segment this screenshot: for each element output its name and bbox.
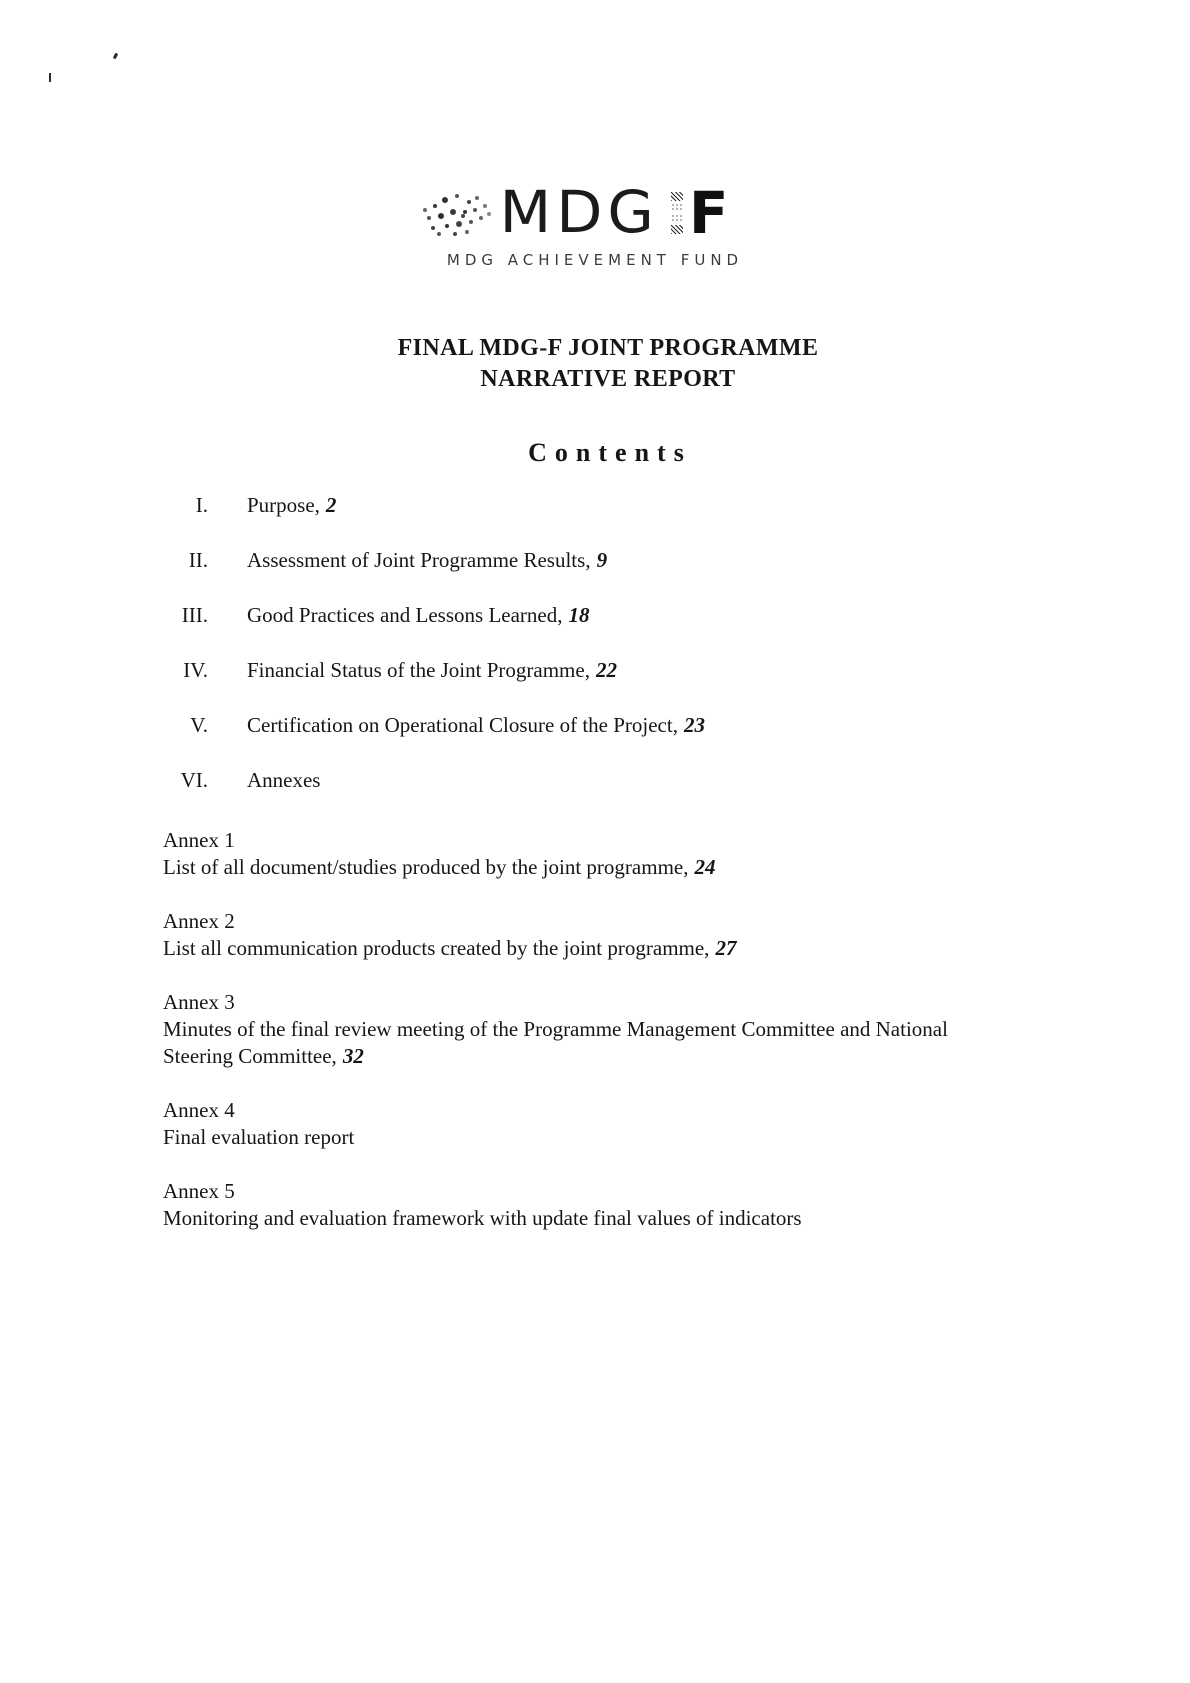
annex-list [163, 827, 953, 1259]
annex-description [163, 935, 953, 962]
logo-caption: MDG ACHIEVEMENT FUND [446, 251, 744, 269]
report-title-line2: NARRATIVE REPORT [480, 366, 736, 392]
annex-page-number: 24 [694, 855, 716, 879]
toc-entry [247, 494, 336, 516]
toc-entry-text: Certification on Operational Closure of the Project, [247, 713, 678, 737]
annex-page-number: 27 [715, 936, 737, 960]
toc-entry [247, 604, 589, 626]
toc-item-good-practices [163, 604, 1070, 626]
annex-block-2 [163, 908, 953, 962]
toc-numeral: I. [195, 493, 208, 517]
toc-page-number: 9 [596, 548, 608, 572]
mdg-logo-row [461, 179, 729, 247]
logo-f-text: F [688, 179, 729, 247]
report-title-line1: FINAL MDG-F JOINT PROGRAMME [397, 335, 819, 361]
toc-entry-text: Good Practices and Lessons Learned, [247, 603, 563, 627]
annex-label: Annex 2 [163, 909, 235, 933]
annex-page-number: 32 [342, 1044, 364, 1068]
toc-entry [247, 714, 705, 736]
mdg-logo [0, 179, 1190, 269]
annex-block-4 [163, 1097, 953, 1151]
logo-hatch-icon [671, 192, 683, 234]
toc-numeral: IV. [183, 658, 208, 682]
toc-entry [247, 659, 617, 681]
toc-numeral: III. [181, 603, 208, 627]
annex-label: Annex 4 [163, 1098, 235, 1122]
toc-entry-text: Assessment of Joint Programme Results, [247, 548, 591, 572]
logo-splatter-icon [461, 214, 465, 218]
table-of-contents [163, 494, 1070, 824]
annex-description [163, 1016, 953, 1070]
report-title [0, 333, 1190, 395]
annex-description-text: Minutes of the final review meeting of the Programme Management Committee and National Steering Committee, [163, 1017, 948, 1068]
toc-item-purpose [163, 494, 1070, 516]
toc-item-assessment [163, 549, 1070, 571]
scan-artifact-mark [113, 53, 118, 60]
toc-page-number: 2 [325, 493, 337, 517]
annex-block-1 [163, 827, 953, 881]
toc-item-certification [163, 714, 1070, 736]
annex-description [163, 1124, 953, 1151]
toc-item-financial-status [163, 659, 1070, 681]
annex-description-text: List of all document/studies produced by the joint programme, [163, 855, 689, 879]
annex-block-5 [163, 1178, 953, 1232]
toc-page-number: 18 [568, 603, 590, 627]
toc-entry [247, 769, 326, 791]
annex-description-text: List all communication products created by the joint programme, [163, 936, 710, 960]
annex-description-text: Final evaluation report [163, 1125, 355, 1149]
logo-mdg-text: MDG [499, 179, 659, 247]
toc-entry-text: Financial Status of the Joint Programme, [247, 658, 590, 682]
toc-entry-text: Annexes [247, 768, 321, 792]
annex-block-3 [163, 989, 953, 1070]
toc-entry [247, 549, 607, 571]
contents-heading: Contents [528, 438, 692, 467]
toc-numeral: V. [190, 713, 208, 737]
annex-label: Annex 5 [163, 1179, 235, 1203]
scan-artifact-mark [49, 73, 51, 82]
annex-label: Annex 3 [163, 990, 235, 1014]
toc-entry-text: Purpose, [247, 493, 320, 517]
toc-page-number: 22 [595, 658, 617, 682]
annex-description [163, 854, 953, 881]
annex-description [163, 1205, 953, 1232]
toc-numeral: VI. [180, 768, 208, 792]
annex-description-text: Monitoring and evaluation framework with update final values of indicators [163, 1206, 802, 1230]
toc-item-annexes [163, 769, 1070, 791]
annex-label: Annex 1 [163, 828, 235, 852]
toc-page-number: 23 [683, 713, 705, 737]
toc-numeral: II. [188, 548, 208, 572]
